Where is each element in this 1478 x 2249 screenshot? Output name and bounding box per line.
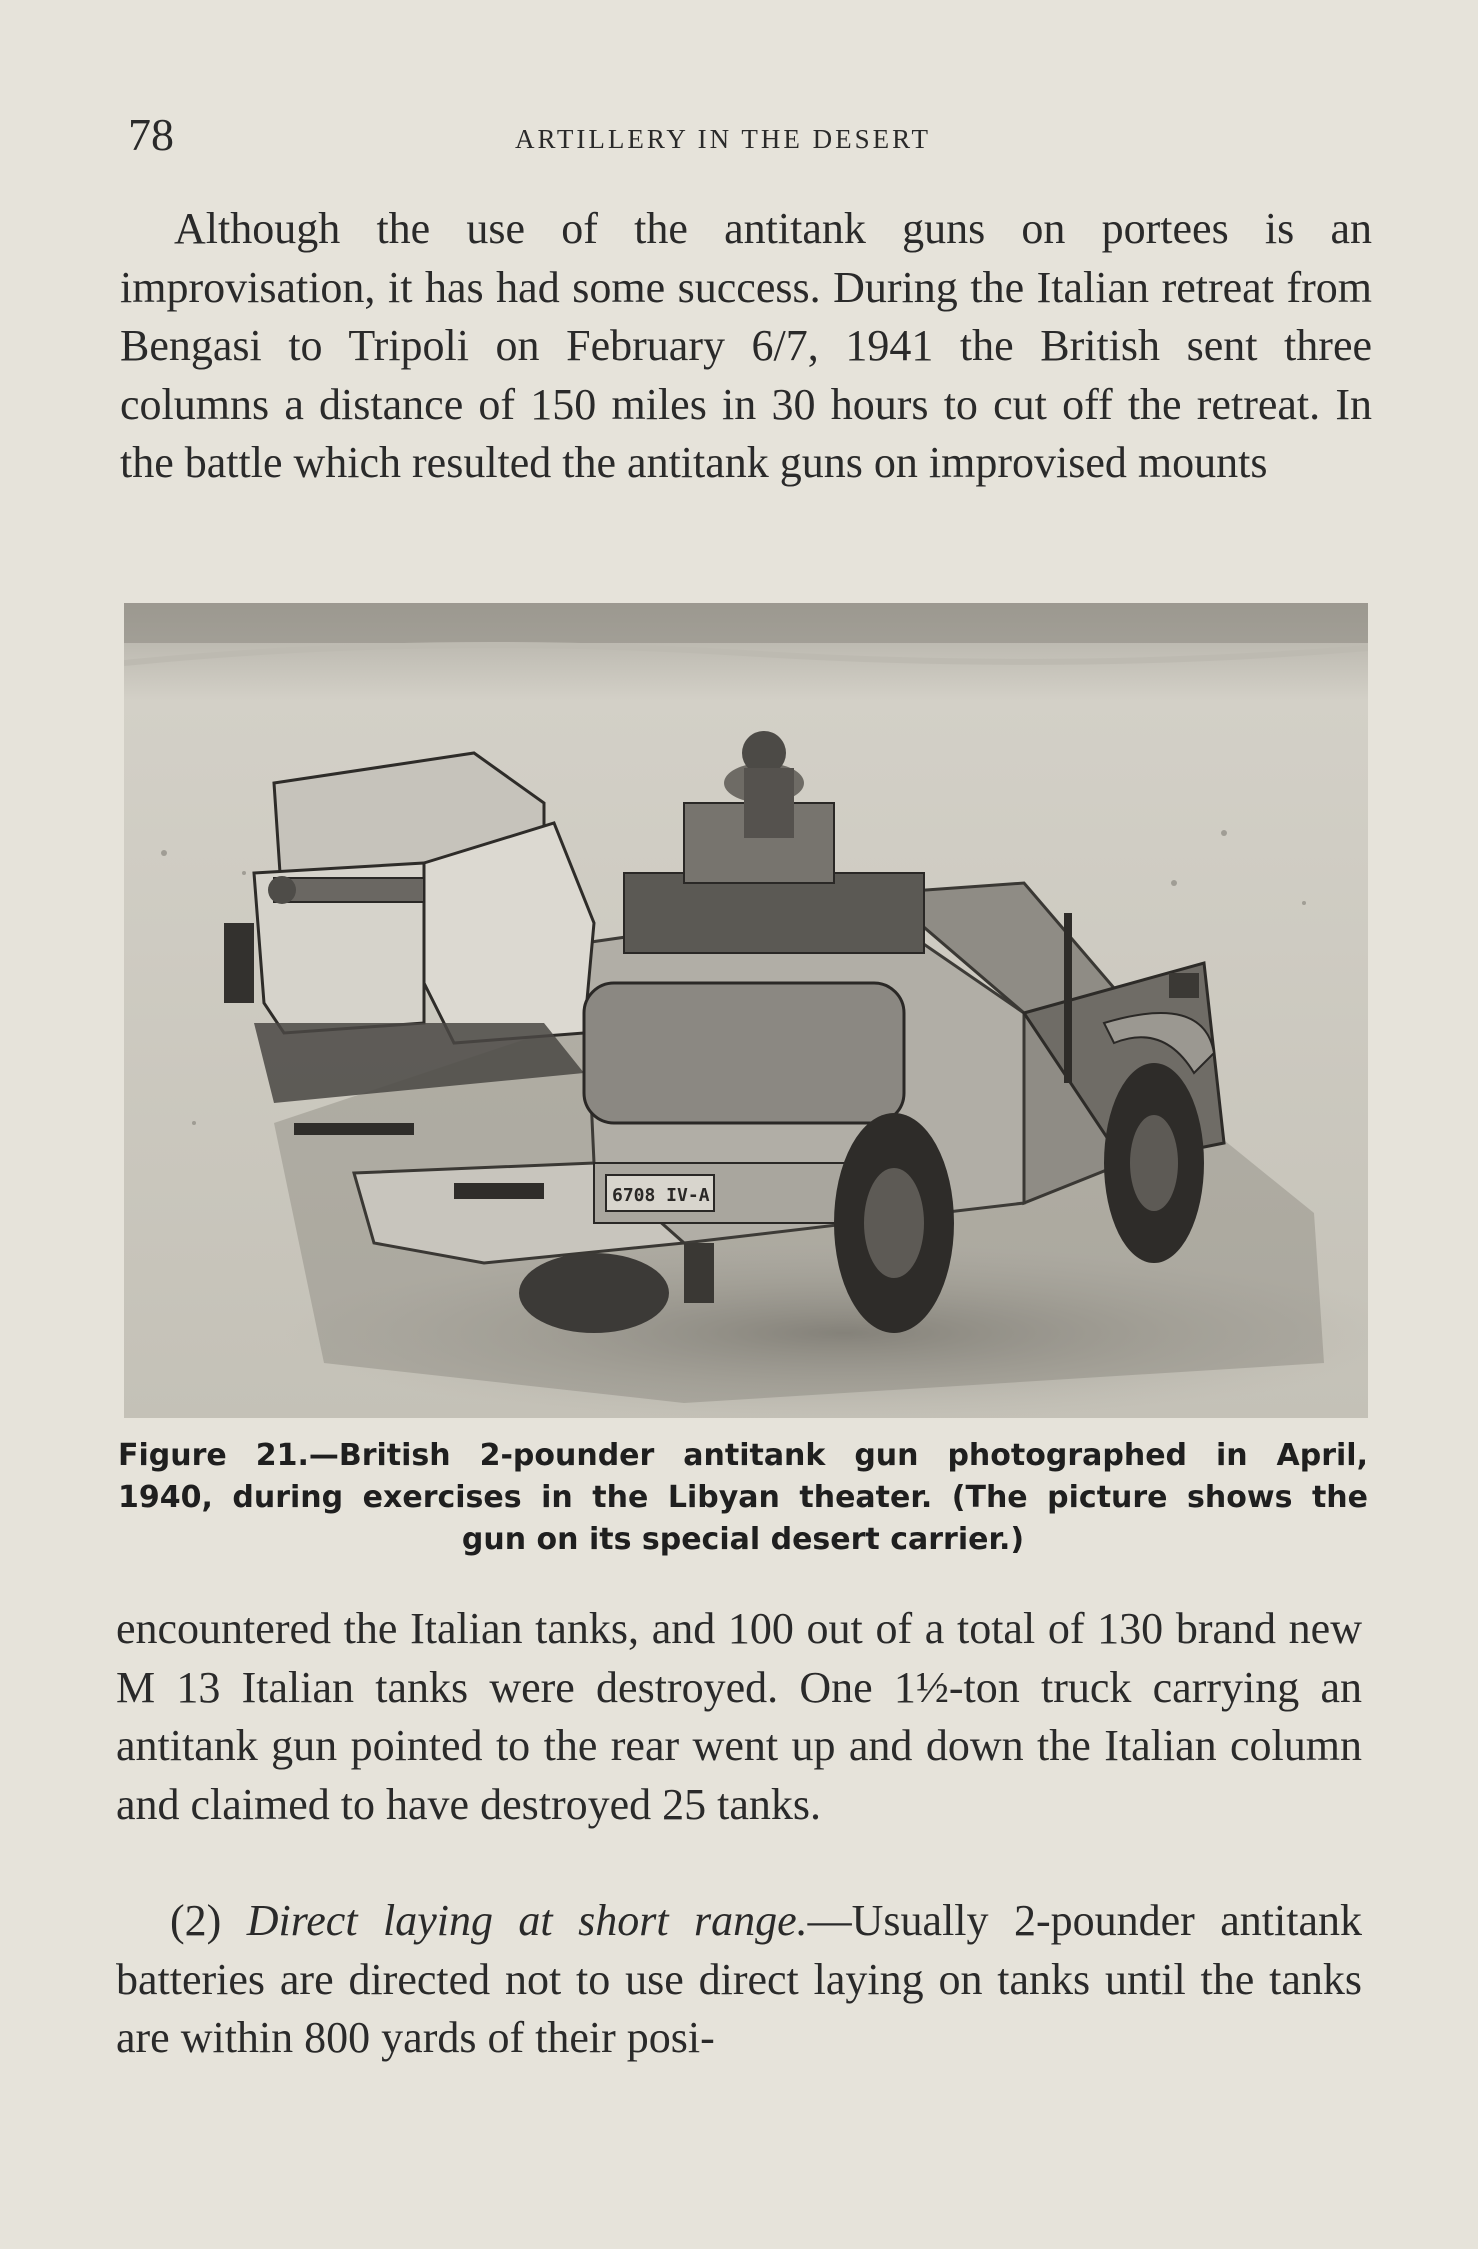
paragraph-3-text: —Usually 2-pounder antitank batteries are directed not to use direct laying on tanks until the tanks are within 800 yards of their posi- [116, 1896, 1362, 2062]
figure-21-photograph [124, 603, 1368, 1418]
body-paragraph-3 [116, 1892, 1362, 2068]
body-paragraph-2: encountered the Italian tanks, and 100 out of a total of 130 brand new M 13 Italian tanks were destroyed. One 1½-ton truck carrying an antitank gun pointed to the rear went up and down the Italian column and claimed to have destroyed 25 tanks. [116, 1604, 1362, 1829]
running-head: ARTILLERY IN THE DESERT [515, 124, 931, 154]
paragraph-3-number: (2) [170, 1896, 222, 1945]
truck-photo [124, 603, 1368, 1418]
body-paragraph-1: Although the use of the antitank guns on portees is an improvisation, it has had some success. During the Italian retreat from Bengasi to Tripoli on February 6/7, 1941 the British sent three columns a distance of 150 miles in 30 hours to cut off the retreat. In the battle which resulted the antitank guns on improvised mounts [120, 204, 1372, 487]
page-header [128, 108, 1378, 168]
caption-line-2: 1940, during exercises in the Libyan theater. (The picture shows the [118, 1480, 1368, 1515]
page-number: 78 [128, 109, 174, 160]
plate-text: 6708 IV-A [612, 1185, 710, 1206]
figure-caption [118, 1435, 1368, 1561]
paragraph-3-heading: Direct laying at short range. [246, 1896, 808, 1945]
caption-line-1: Figure 21.—British 2-pounder antitank gun photographed in April, [118, 1438, 1368, 1473]
gun-barrel [274, 878, 424, 902]
caption-line-3: gun on its special desert carrier.) [461, 1522, 1025, 1557]
